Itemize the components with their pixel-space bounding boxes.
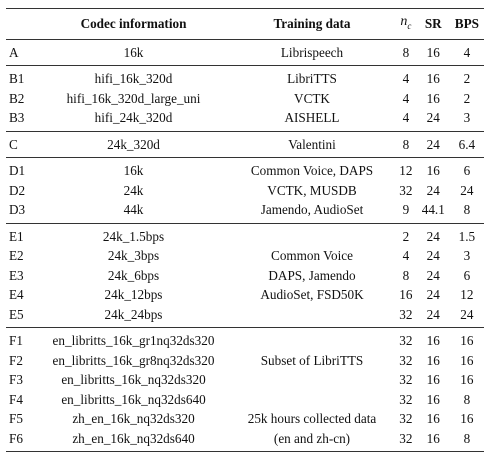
training-data: LibriTTS — [287, 71, 337, 87]
codec-name: en_libritts_16k_nq32ds640 — [61, 391, 206, 407]
nc-value: 32 — [399, 372, 413, 388]
header-nc — [395, 9, 417, 40]
header-id — [6, 9, 38, 40]
nc-value: 32 — [399, 182, 413, 198]
row-id: F2 — [9, 352, 23, 368]
codec-name: 24k_24bps — [104, 306, 163, 322]
sr-value: 16 — [426, 372, 440, 388]
row-id: F6 — [9, 430, 23, 446]
sr-value: 16 — [426, 352, 440, 368]
training-data: AudioSet, FSD50K — [260, 287, 364, 303]
bps-value: 16 — [460, 352, 474, 368]
training-data: VCTK — [294, 90, 330, 106]
table-row — [6, 305, 484, 328]
training-data: AISHELL — [284, 110, 340, 126]
codec-name: zh_en_16k_nq32ds320 — [72, 411, 195, 427]
table-row — [6, 181, 484, 201]
nc-value: 32 — [399, 352, 413, 368]
table-row — [6, 266, 484, 286]
training-data: DAPS, Jamendo — [268, 267, 356, 283]
codec-name: en_libritts_16k_gr1nq32ds320 — [52, 333, 215, 349]
table-row — [6, 66, 484, 89]
bps-value: 24 — [460, 306, 474, 322]
table-row — [6, 351, 484, 371]
bps-value: 8 — [463, 391, 471, 407]
sr-value: 16 — [426, 44, 440, 60]
row-id: D1 — [9, 163, 26, 179]
nc-value: 4 — [402, 90, 410, 106]
sr-value: 24 — [426, 267, 440, 283]
sr-value: 16 — [426, 411, 440, 427]
nc-value: 16 — [399, 287, 413, 303]
training-data: (en and zh-cn) — [273, 430, 351, 446]
group-f — [6, 328, 484, 452]
group-b — [6, 66, 484, 132]
training-data: Subset of LibriTTS — [260, 352, 364, 368]
codec-name: 24k_6bps — [107, 267, 160, 283]
bps-value: 4 — [463, 44, 471, 60]
table-row — [6, 223, 484, 246]
table-row — [6, 200, 484, 223]
row-id: F5 — [9, 411, 23, 427]
nc-value: 4 — [402, 71, 410, 87]
header-sr: SR — [417, 9, 450, 40]
sr-value: 44.1 — [421, 202, 445, 218]
training-data — [229, 370, 395, 390]
training-data: VCTK, MUSDB — [267, 182, 357, 198]
codec-name: 24k_12bps — [104, 287, 163, 303]
training-data: Common Voice, DAPS — [250, 163, 374, 179]
codec-name: zh_en_16k_nq32ds640 — [72, 430, 195, 446]
sr-value: 24 — [426, 228, 440, 244]
bps-value: 1.5 — [458, 228, 476, 244]
group-e — [6, 223, 484, 328]
sr-value: 24 — [426, 182, 440, 198]
nc-value: 32 — [399, 306, 413, 322]
table-row — [6, 409, 484, 429]
nc-value: 8 — [402, 44, 410, 60]
table-row — [6, 108, 484, 131]
row-id: C — [9, 136, 18, 152]
nc-value: 32 — [399, 391, 413, 407]
bps-value: 6.4 — [458, 136, 476, 152]
table-row — [6, 39, 484, 66]
codec-name: 24k_3bps — [107, 248, 160, 264]
bps-value: 16 — [460, 333, 474, 349]
header-row — [6, 9, 484, 40]
table-row — [6, 285, 484, 305]
sr-value: 16 — [426, 163, 440, 179]
header-bps: BPS — [450, 9, 484, 40]
row-id: F3 — [9, 372, 23, 388]
bps-value: 8 — [463, 430, 471, 446]
bps-value: 3 — [463, 248, 471, 264]
row-id: F1 — [9, 333, 23, 349]
training-data — [229, 305, 395, 328]
bps-value: 8 — [463, 202, 471, 218]
nc-value: 9 — [402, 202, 410, 218]
row-id: E3 — [9, 267, 24, 283]
sr-value: 16 — [426, 333, 440, 349]
row-id: D3 — [9, 202, 26, 218]
bps-value: 12 — [460, 287, 474, 303]
codec-table — [6, 8, 484, 452]
training-data: Common Voice — [271, 248, 353, 264]
bps-value: 2 — [463, 90, 471, 106]
row-id: B1 — [9, 71, 25, 87]
row-id: E5 — [9, 306, 24, 322]
sr-value: 24 — [426, 136, 440, 152]
row-id: A — [9, 44, 19, 60]
sr-value: 16 — [426, 90, 440, 106]
table-row — [6, 370, 484, 390]
training-data: 25k hours collected data — [247, 411, 377, 427]
nc-value: 2 — [402, 228, 410, 244]
nc-value: 12 — [399, 163, 413, 179]
sr-value: 16 — [426, 430, 440, 446]
codec-name: 24k — [123, 182, 144, 198]
training-data: Jamendo, AudioSet — [260, 202, 364, 218]
row-id: E4 — [9, 287, 24, 303]
codec-name: hifi_16k_320d — [94, 71, 173, 87]
table-header — [6, 9, 484, 40]
training-data: Valentini — [288, 136, 336, 152]
bps-value: 16 — [460, 372, 474, 388]
nc-value: 32 — [399, 430, 413, 446]
codec-name: hifi_24k_320d — [94, 110, 173, 126]
header-nc-sub: c — [407, 20, 412, 31]
header-training-data: Training data — [229, 9, 395, 40]
codec-name: 24k_1.5bps — [102, 228, 165, 244]
bps-value: 6 — [463, 163, 471, 179]
sr-value: 24 — [426, 287, 440, 303]
codec-name: 16k — [123, 163, 144, 179]
bps-value: 2 — [463, 71, 471, 87]
table-row — [6, 328, 484, 351]
table-row — [6, 246, 484, 266]
group-c — [6, 131, 484, 158]
nc-value: 4 — [402, 110, 410, 126]
codec-name: en_libritts_16k_nq32ds320 — [61, 372, 206, 388]
table-row — [6, 158, 484, 181]
table-row — [6, 390, 484, 410]
bps-value: 3 — [463, 110, 471, 126]
sr-value: 16 — [426, 391, 440, 407]
training-data — [229, 223, 395, 246]
nc-value: 8 — [402, 136, 410, 152]
codec-name: hifi_16k_320d_large_uni — [66, 90, 201, 106]
codec-name: 44k — [123, 202, 144, 218]
nc-value: 32 — [399, 411, 413, 427]
codec-name: 24k_320d — [107, 136, 160, 152]
header-codec-information: Codec information — [38, 9, 229, 40]
row-id: F4 — [9, 391, 23, 407]
table-row — [6, 131, 484, 158]
nc-value: 8 — [402, 267, 410, 283]
row-id: D2 — [9, 182, 26, 198]
sr-value: 16 — [426, 71, 440, 87]
nc-value: 4 — [402, 248, 410, 264]
training-data — [229, 390, 395, 410]
group-d — [6, 158, 484, 224]
table-row — [6, 89, 484, 109]
group-a — [6, 39, 484, 66]
sr-value: 24 — [426, 306, 440, 322]
table-row — [6, 429, 484, 452]
training-data — [229, 328, 395, 351]
codec-name: en_libritts_16k_gr8nq32ds320 — [52, 352, 215, 368]
bps-value: 6 — [463, 267, 471, 283]
header-nc-base: n — [400, 14, 408, 29]
row-id: B3 — [9, 110, 25, 126]
codec-name: 16k — [123, 44, 144, 60]
sr-value: 24 — [426, 248, 440, 264]
nc-value: 32 — [399, 333, 413, 349]
row-id: E1 — [9, 228, 24, 244]
training-data: Librispeech — [280, 44, 344, 60]
bps-value: 24 — [460, 182, 474, 198]
bps-value: 16 — [460, 411, 474, 427]
sr-value: 24 — [426, 110, 440, 126]
row-id: B2 — [9, 90, 25, 106]
row-id: E2 — [9, 248, 24, 264]
